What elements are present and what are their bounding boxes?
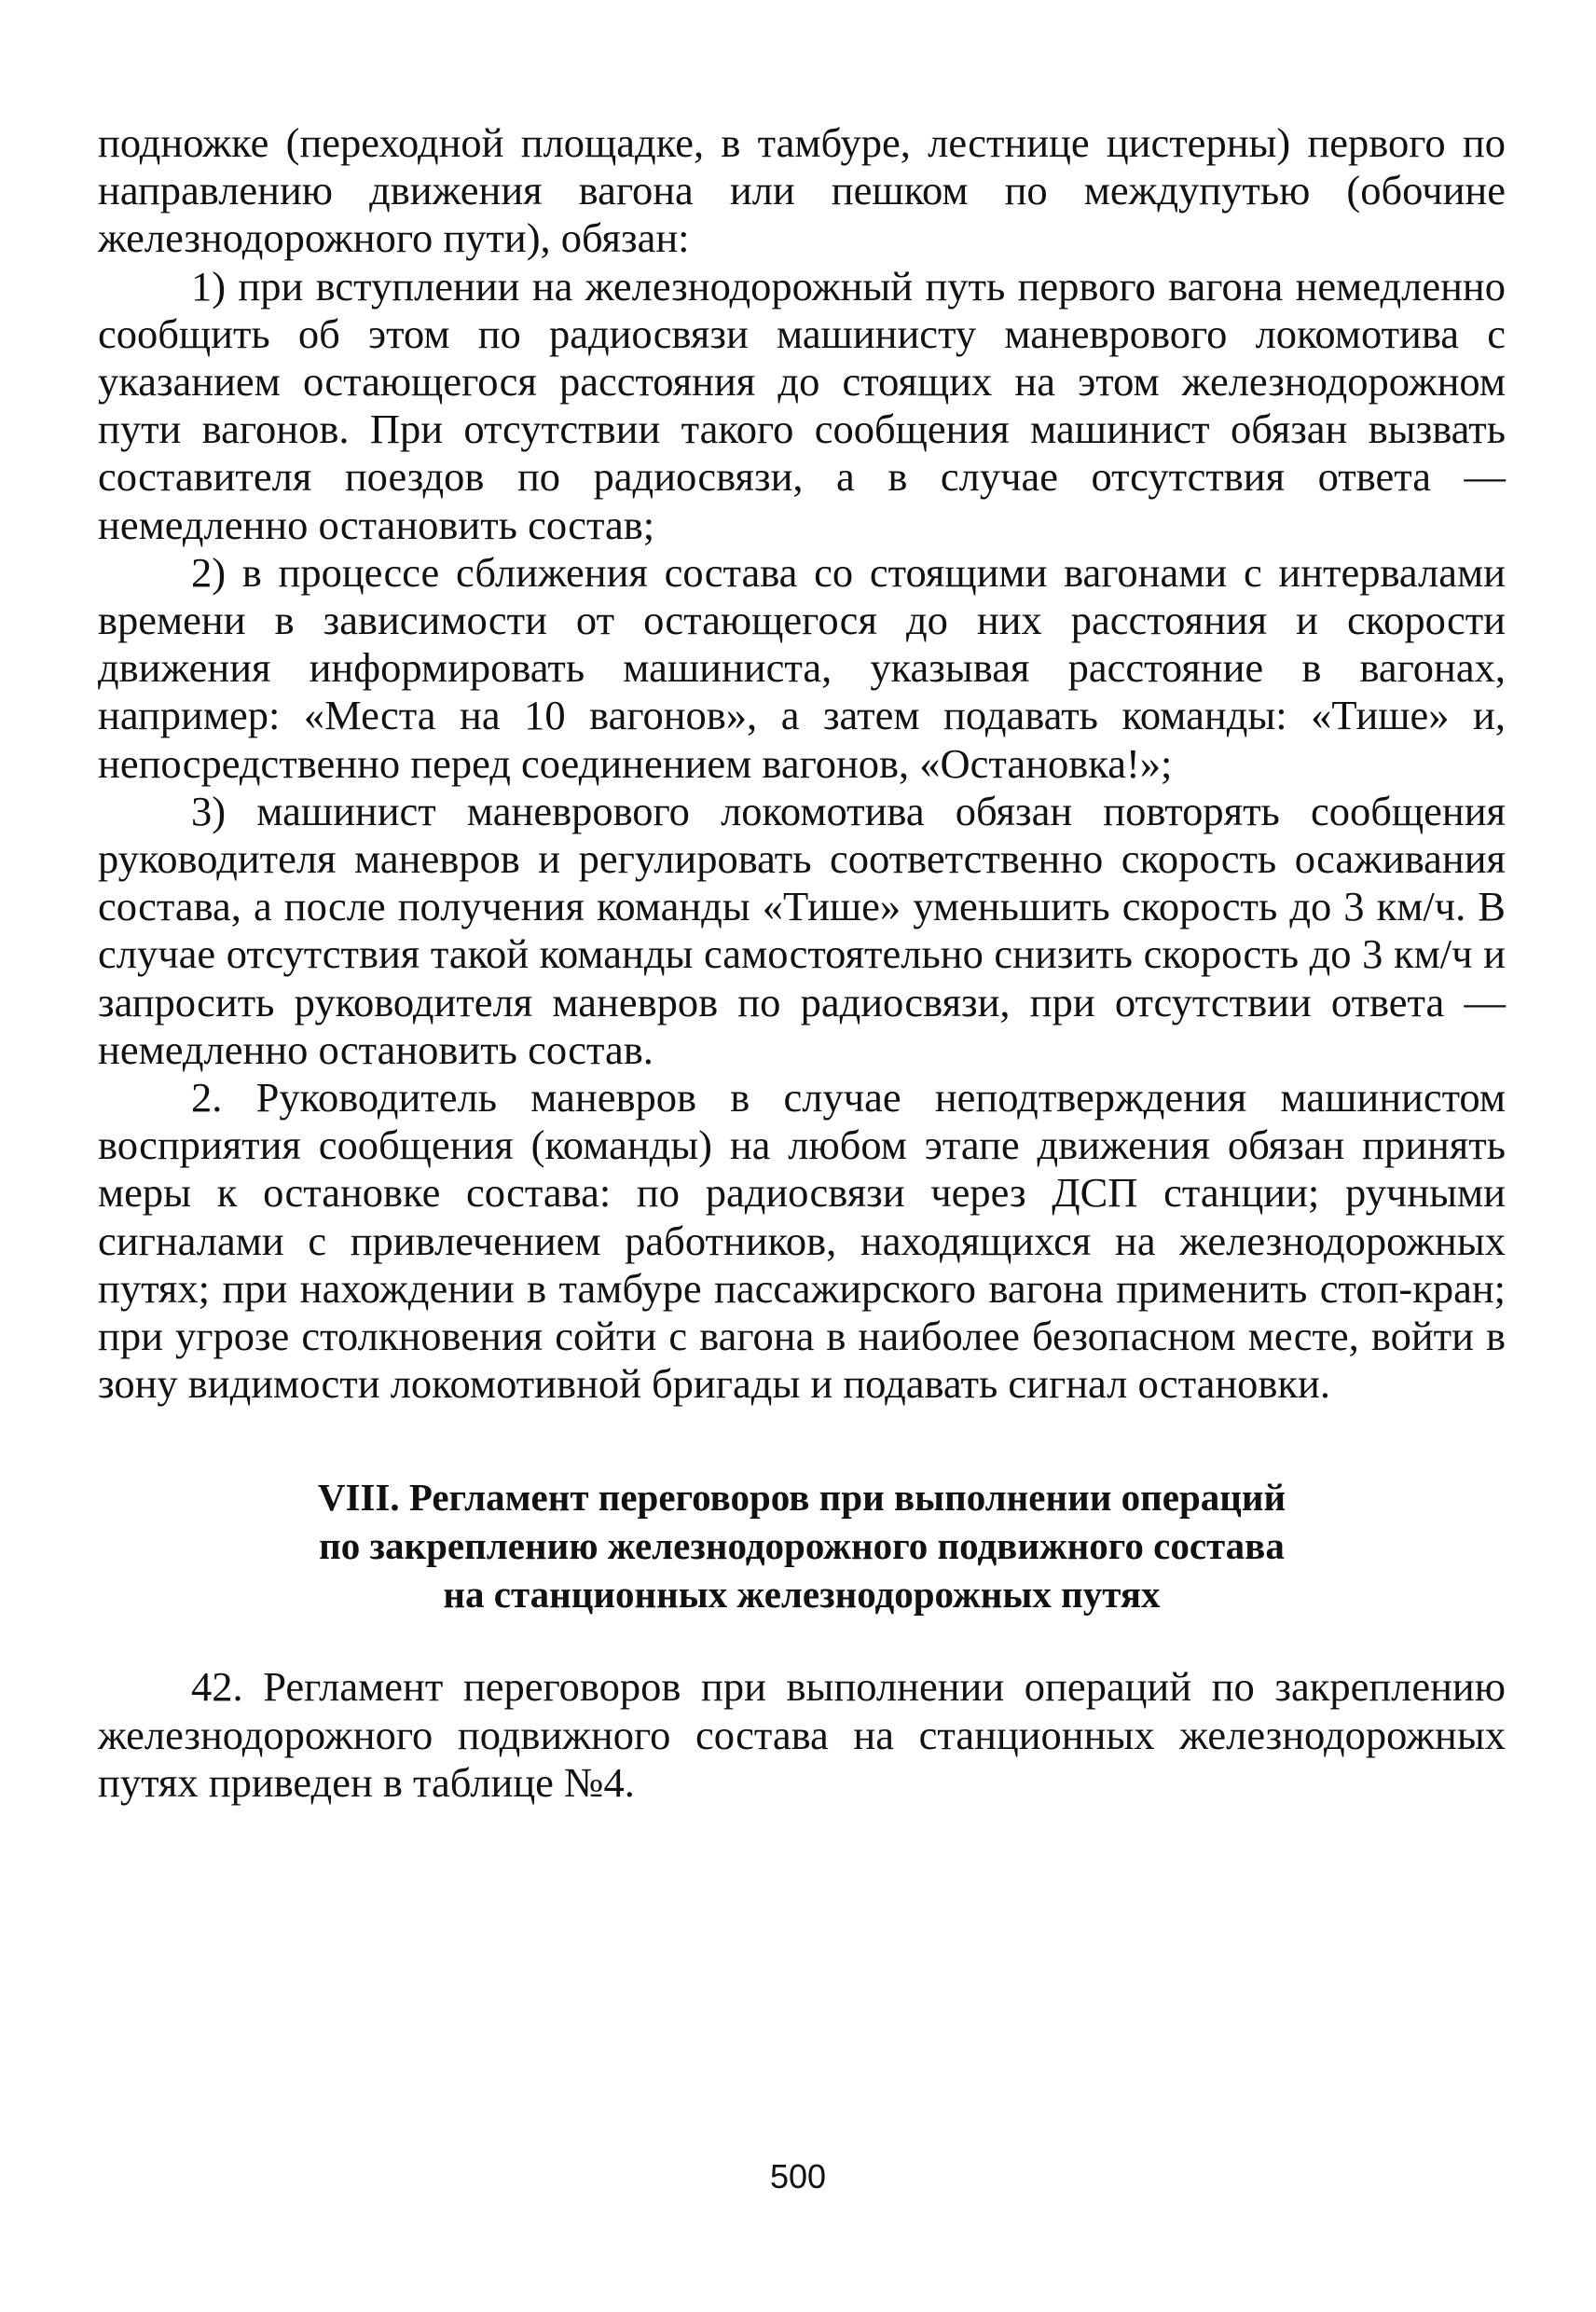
section-heading-line-3: на станционных железнодорожных путях: [443, 1573, 1161, 1617]
paragraph-point-2: 2. Руководитель маневров в случае неподтверждения машинистом восприятия сообщения (команды) на любом этапе движения обязан принять меры к остановке состава: по радиосвязи через ДСП станции; ручными сигналами с привлечением работников, находящихся на железнодорожных путях; при нахождении в тамбуре пассажирского вагона применить стоп-кран; при угрозе столкновения сойти с вагона в наиболее безопасном месте, войти в зону видимости локомотивной бригады и подавать сигнал остановки.: [98, 1074, 1506, 1408]
page-body: [98, 119, 1506, 1807]
page-number: 500: [769, 2157, 827, 2195]
section-heading-line-1: VIII. Регламент переговоров при выполнении операций: [317, 1476, 1286, 1520]
paragraph-continuation: подножке (переходной площадке, в тамбуре, лестнице цистерны) первого по направлению движения вагона или пешком по междупутью (обочине железнодорожного пути), обязан:: [98, 119, 1506, 262]
paragraph-item-2: 2) в процессе сближения состава со стоящими вагонами с интервалами времени в зависимости от остающегося до них расстояния и скорости движения информировать машиниста, указывая расстояние в вагонах, например: «Места на 10 вагонов», а затем подавать команды: «Тише» и, непосредственно перед соединением вагонов, «Остановка!»;: [98, 548, 1506, 787]
paragraph-item-3: 3) машинист маневрового локомотива обязан повторять сообщения руководителя маневров и регулировать соответственно скорость осаживания состава, а после получения команды «Тише» уменьшить скорость до 3 км/ч. В случае отсутствия такой команды самостоятельно снизить скорость до 3 км/ч и запросить руководителя маневров по радиосвязи, при отсутствии ответа — немедленно остановить состав.: [98, 787, 1506, 1073]
paragraph-point-42: 42. Регламент переговоров при выполнении операций по закреплению железнодорожного подвижного состава на станционных железнодорожных путях приведен в таблице №4.: [98, 1663, 1506, 1806]
section-heading: [98, 1473, 1506, 1618]
paragraph-item-1: 1) при вступлении на железнодорожный путь первого вагона немедленно сообщить об этом по радиосвязи машинисту маневрового локомотива с указанием остающегося расстояния до стоящих на этом железнодорожном пути вагонов. При отсутствии такого сообщения машинист обязан вызвать составителя поездов по радиосвязи, а в случае отсутствия ответа — немедленно остановить состав;: [98, 262, 1506, 548]
section-heading-line-2: по закреплению железнодорожного подвижного состава: [319, 1524, 1285, 1568]
